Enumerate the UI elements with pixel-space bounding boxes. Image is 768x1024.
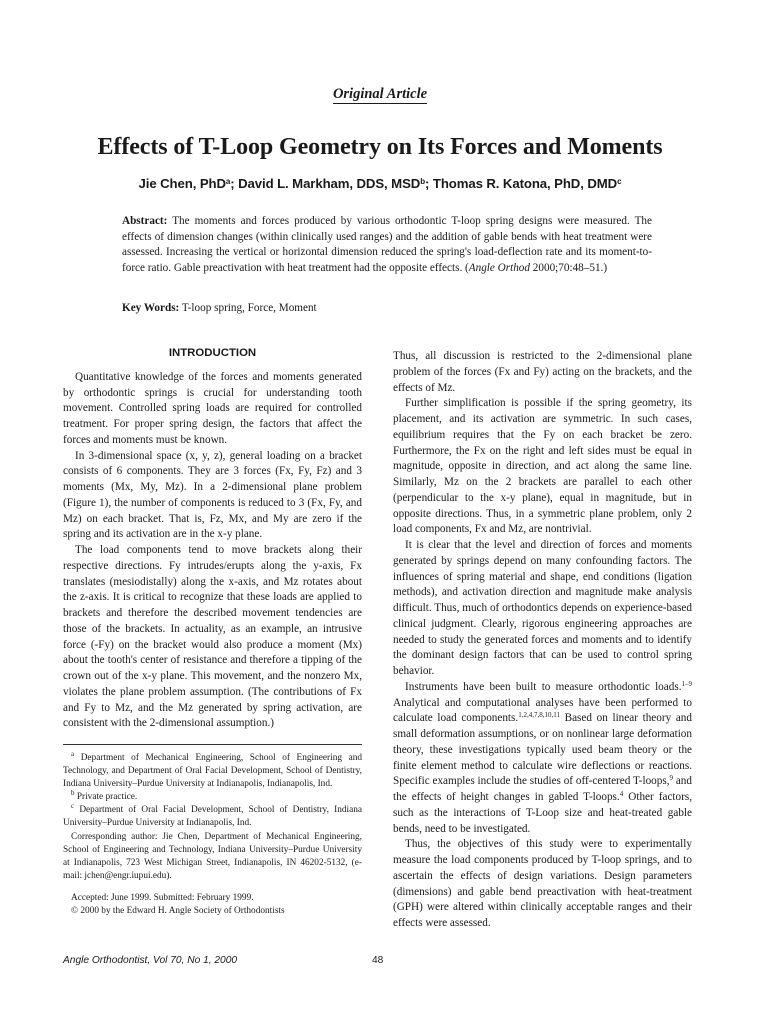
citation-ref: 1–9 [681, 679, 692, 688]
accepted-date: Accepted: June 1999. Submitted: February 1999. [71, 892, 254, 903]
body-paragraph: Instruments have been built to measure orthodontic loads.$^{1-9}$ Analytical and computational analyses have been performed to calculate load components.$^{1,2,4,7,8,10,11}$ Based on linear theory and small deformation assumptions, or on nonlinear large deformation theory, these investigations typically used beam theory or the finite element method to calculate wire deflections or reactions. Specific examples include the studies of off-centered T-loops,$^9$ and the effects of height changes in gabled T-loops.$^4$ Other factors, such as the interactions of T-Loop size and heat-treated gable bends, need to be investigated. [393, 679, 692, 835]
body-paragraph: Thus, all discussion is restricted to the 2-dimensional plane problem of the forces (Fx and Fy) acting on the brackets, and the effects of Mz. [393, 350, 692, 394]
page-number: 48 [372, 955, 384, 966]
abstract-citation-journal: Angle Orthod [468, 261, 530, 274]
body-paragraph: Quantitative knowledge of the forces and moments generated by orthodontic springs is crucial for understanding tooth movement. Controlled spring loads are required for controlled treatment. For proper spring design, the factors that affect the forces and moments must be known. [63, 370, 362, 446]
author-separator: ; [425, 176, 433, 191]
citation-ref: 1,2,4,7,8,10,11 [518, 711, 560, 720]
keywords-label: Key Words: [122, 302, 180, 314]
article-title: Effects of T-Loop Geometry on Its Forces and Moments [97, 134, 663, 160]
author-name: David L. Markham, DDS, MSD [238, 176, 421, 191]
author-line [0, 176, 760, 191]
body-paragraph: It is clear that the level and direction of forces and moments generated by springs depend on many confounding factors. The influences of spring material and shape, end conditions (ligation methods), and activation direction and magnitude make analysis difficult. Thus, much of orthodontics depends on experience-based clinical judgment. Clearly, rigorous engineering approaches are needed to study the generated forces and moments and to identify the dominant design factors that can be used to control spring behavior. [393, 539, 692, 677]
author-affiliation-marker: a [225, 177, 231, 186]
footnote-c: $^c$ Department of Oral Facial Development, School of Dentistry, Indiana University–Purdue University at Indianapolis, Ind. [63, 802, 363, 829]
copyright: © 2000 by the Edward H. Angle Society of Orthodontists [71, 906, 285, 917]
author-affiliation-marker: b [420, 177, 425, 186]
citation-ref: 4 [619, 790, 624, 798]
footnote-divider [63, 744, 362, 745]
body-paragraph: Thus, the objectives of this study were to experimentally measure the load components produced by T-loop springs, and to ascertain the effects of design variations. Design parameters (dimensions) and gable bend preactivation with heat-treatment (GPH) were altered within clinically acceptable ranges and their effects were assessed. [393, 838, 692, 929]
footnotes [63, 752, 362, 918]
footnote-b: $^b$ Private practice. [71, 789, 138, 803]
section-heading: INTRODUCTION [168, 347, 257, 359]
footnote-a: $^a$ Department of Mechanical Engineering, School of Engineering and Technology, and Department of Oral Facial Development, School of Dentistry, Indiana University–Purdue University at Indianapolis, Indianapolis, Ind. [63, 750, 362, 790]
abstract [122, 214, 652, 276]
body-paragraph: In 3-dimensional space (x, y, z), general loading on a bracket consists of 6 components. They are 3 forces (Fx, Fy, Fz) and 3 moments (Mx, My, Mz). In a 2-dimensional plane problem (Figure 1), the number of components is reduced to 3 (Fx, Fy, and Mz) on each bracket. That is, Fz, Mx, and My are zero if the spring and its activation are in the x-y plane. [63, 449, 362, 541]
right-column [393, 349, 692, 932]
body-paragraph: Further simplification is possible if the spring geometry, its placement, and its activation are symmetric. In such cases, equilibrium requires that the Fy on each bracket be zero. Furthermore, the Fx on the right and left sides must be equal in magnitude, opposite in direction, and act along the same line. Similarly, Mz on the 2 brackets are parallel to each other (perpendicular to the x-y plane), equal in magnitude, but in opposite directions. Thus, in a symmetric plane problem, only 2 load components, Fx and Mz, are nontrivial. [393, 397, 692, 536]
article-type-label: Original Article [332, 86, 428, 102]
author-affiliation-marker: c [617, 177, 622, 186]
author-separator: ; [230, 176, 239, 191]
corresponding-author: Corresponding author: Jie Chen, Department of Mechanical Engineering, School of Engineering and Technology, Indiana University–Purdue University at Indianapolis, 723 West Michigan Street, Indianapolis, IN 46202-5132, (e-mail: jchen@engr.iupui.edu). [63, 831, 362, 881]
keywords-text: T-loop spring, Force, Moment [181, 302, 317, 314]
journal-footer: Angle Orthodontist, Vol 70, No 1, 2000 [63, 955, 238, 966]
body-paragraph: The load components tend to move brackets along their respective directions. Fy intrudes/erupts along the y-axis, Fx translates (mesiodistally) along the x-axis, and Mz rotates about the z-axis. It is critical to recognize that these loads are applied to brackets and therefore the described movement tendencies are those of the brackets. In actuality, as an example, an intrusive force (-Fy) on the bracket would also produce a moment (Mx) about the tooth's center of resistance and therefore a tipping of the crown out of the x-y plane. This movement, and the nonzero Mx, violates the plane problem assumption. (The contributions of Fx and Fy to Mz, and the Mz generated by spring activation, are consistent with the 2-dimensional assumption.) [63, 544, 362, 730]
abstract-citation: 2000;70:48–51.) [530, 261, 608, 274]
left-column [63, 344, 362, 918]
author-name: Jie Chen, PhD [138, 176, 226, 191]
keywords [122, 301, 652, 317]
abstract-label: Abstract: [122, 215, 168, 227]
author-name: Thomas R. Katona, PhD, DMD [432, 176, 618, 191]
abstract-text: The moments and forces produced by various orthodontic T-loop spring designs were measured. The effects of dimension changes (within clinically used ranges) and the addition of gable bends with heat treatment were assessed. Increasing the vertical or horizontal dimension reduced the spring's load-deflection rate and its moment-to-force ratio. Gable preactivation with heat treatment had the opposite effects. ( [122, 215, 652, 274]
citation-ref: 9 [669, 774, 674, 783]
